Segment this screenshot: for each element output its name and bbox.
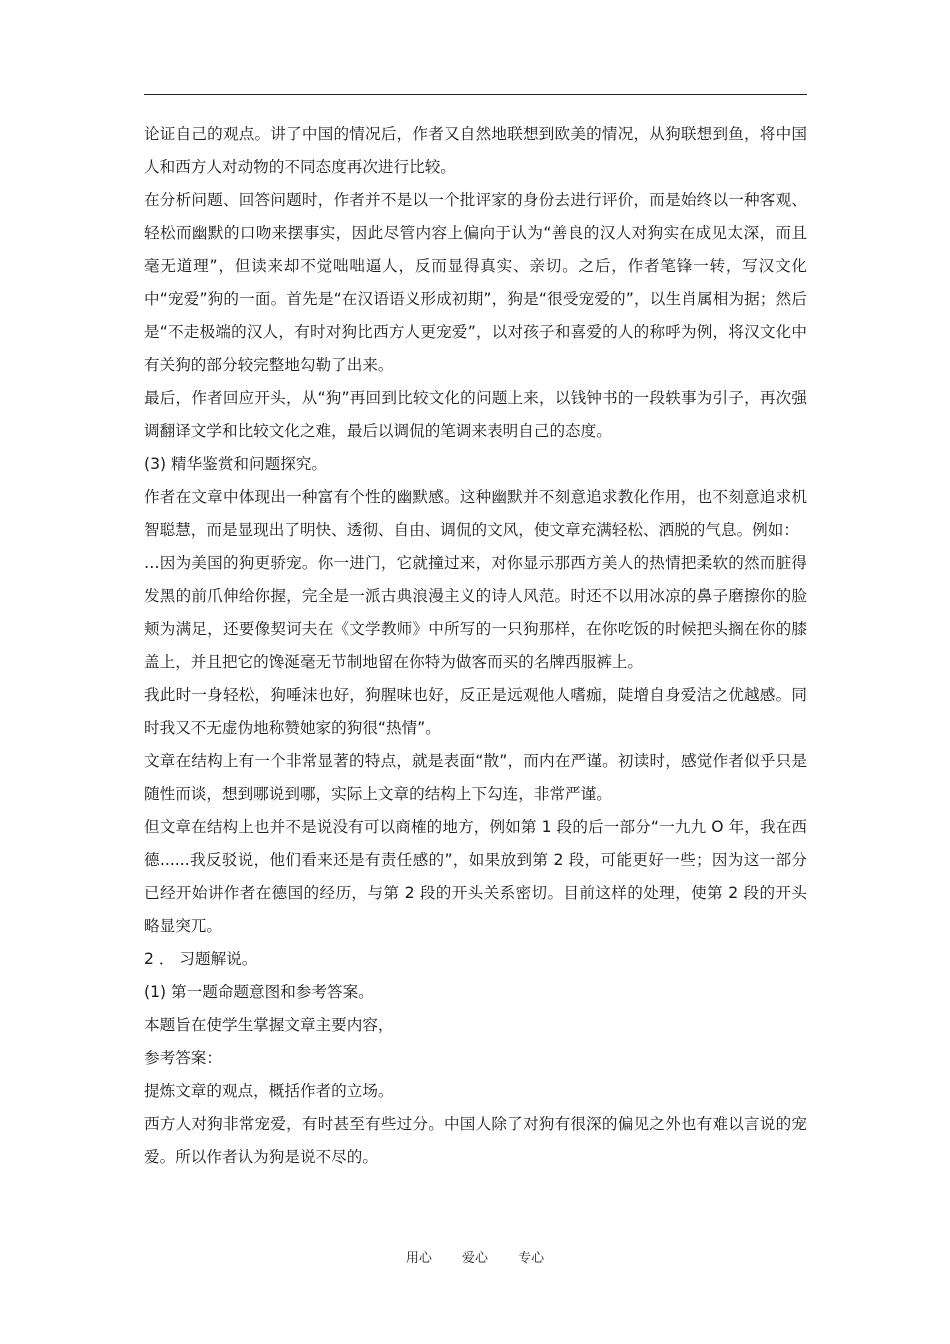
paragraph-7: 但文章在结构上也并不是说没有可以商榷的地方，例如第 1 段的后一部分“一九九 O 年，我在西德......我反驳说，他们看来还是有责任感的”，如果放到第 2 段，可能更好一些；因为这一部分已经开始讲作者在德国的经历，与第 2 段的开头关系密切。目前这样的处理，使第 2 段的开头略显突兀。 <box>144 818 807 935</box>
section-heading-2: 2 ． 习题解说。 <box>144 950 258 968</box>
paragraph-3: 最后，作者回应开头，从“狗”再回到比较文化的问题上来，以钱钟书的一段轶事为引子，再次强调翻译文学和比较文化之难，最后以调侃的笔调来表明自己的态度。 <box>144 389 807 440</box>
quote-paragraph: …因为美国的狗更骄宠。你一进门，它就撞过来，对你显示那西方美人的热情把柔软的然而脏得发黑的前爪伸给你握，完全是一派古典浪漫主义的诗人风范。时还不以用冰凉的鼻子磨擦你的脸颊为满足，还要像契诃夫在《文学教师》中所写的一只狗那样，在你吃饭的时候把头搁在你的膝盖上，并且把它的馋涎毫无节制地留在你特为做客而买的名牌西服裤上。 <box>144 554 807 671</box>
paragraph-8: 本题旨在使学生掌握文章主要内容， <box>144 1016 394 1034</box>
paragraph-1: 论证自己的观点。讲了中国的情况后，作者又自然地联想到欧美的情况，从狗联想到鱼，将中国人和西方人对动物的不同态度再次进行比较。 <box>144 125 807 176</box>
page-footer <box>0 1247 950 1266</box>
footer-item: 专心 <box>518 1251 545 1266</box>
header-rule <box>144 94 807 95</box>
body-text <box>144 118 807 1174</box>
answer-label: 参考答案： <box>144 1049 222 1067</box>
footer-item: 用心 <box>405 1251 432 1266</box>
section-heading-3: (3) 精华鉴赏和问题探究。 <box>144 455 327 473</box>
paragraph-4: 作者在文章中体现出一种富有个性的幽默感。这种幽默并不刻意追求教化作用，也不刻意追求机智聪慧，而是显现出了明快、透彻、自由、调侃的文风，使文章充满轻松、洒脱的气息。例如： <box>144 488 807 539</box>
paragraph-2: 在分析问题、回答问题时，作者并不是以一个批评家的身份去进行评价，而是始终以一种客观、轻松而幽默的口吻来摆事实，因此尽管内容上偏向于认为“善良的汉人对狗实在成见太深，而且毫无道理”，但读来却不觉咄咄逼人，反而显得真实、亲切。之后，作者笔锋一转，写汉文化中“宠爱”狗的一面。首先是“在汉语语义形成初期”，狗是“很受宠爱的”，以生肖属相为据；然后是“不走极端的汉人，有时对狗比西方人更宠爱”，以对孩子和喜爱的人的称呼为例，将汉文化中有关狗的部分较完整地勾勒了出来。 <box>144 191 807 374</box>
paragraph-9: 提炼文章的观点，概括作者的立场。 <box>144 1082 394 1100</box>
paragraph-10: 西方人对狗非常宠爱，有时甚至有些过分。中国人除了对狗有很深的偏见之外也有难以言说的宠爱。所以作者认为狗是说不尽的。 <box>144 1115 807 1166</box>
paragraph-5: 我此时一身轻松，狗唾沫也好，狗腥味也好，反正是远观他人嗜痂，陡增自身爱洁之优越感。同时我又不无虚伪地称赞她家的狗很“热情”。 <box>144 686 807 737</box>
paragraph-6: 文章在结构上有一个非常显著的特点，就是表面“散”，而内在严谨。初读时，感觉作者似乎只是随性而谈，想到哪说到哪，实际上文章的结构上下勾连，非常严谨。 <box>144 752 807 803</box>
subsection-heading-1: (1) 第一题命题意图和参考答案。 <box>144 983 374 1001</box>
footer-item: 爱心 <box>461 1251 488 1266</box>
